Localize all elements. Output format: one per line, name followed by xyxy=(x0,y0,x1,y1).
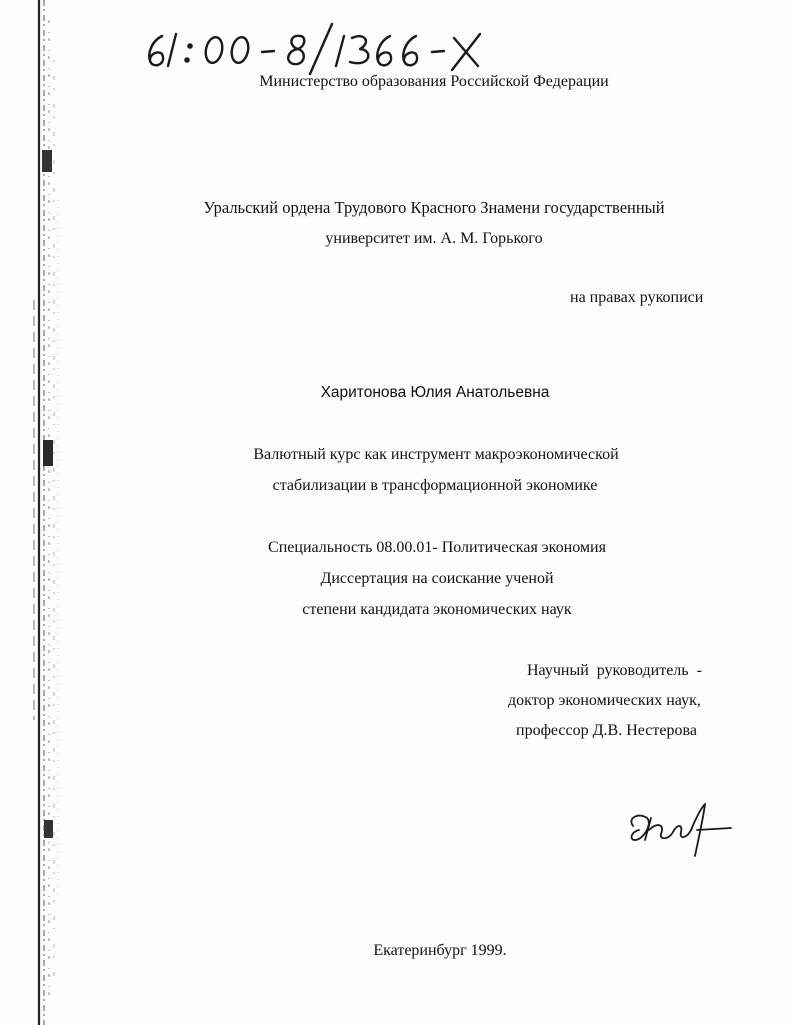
supervisor-line-1: Научный руководитель - xyxy=(527,662,702,679)
university-name-line-1: Уральский ордена Трудового Красного Знамени государственный xyxy=(203,198,665,217)
supervisor-line-2: доктор экономических наук, xyxy=(508,692,701,709)
university-name-line-2: университет им. А. М. Горького xyxy=(325,230,543,247)
handwritten-signature xyxy=(625,800,735,860)
city-year: Екатеринбург 1999. xyxy=(373,942,507,959)
author-name: Харитонова Юлия Анатольевна xyxy=(320,384,550,401)
dissertation-title-line-1: Валютный курс как инструмент макроэкономической xyxy=(253,446,619,463)
handwritten-archive-code xyxy=(140,22,490,76)
degree-line-1: Диссертация на соискание ученой xyxy=(320,570,554,587)
dissertation-title-line-2: стабилизации в трансформационной экономике xyxy=(272,477,598,494)
degree-line-2: степени кандидата экономических наук xyxy=(302,601,572,618)
supervisor-line-3: профессор Д.В. Нестерова xyxy=(516,722,697,739)
binding-edge-artifact xyxy=(30,0,64,1025)
ministry-line: Министерство образования Российской Федерации xyxy=(259,73,609,90)
specialty-line: Специальность 08.00.01- Политическая экономия xyxy=(268,539,606,556)
manuscript-rights-note: на правах рукописи xyxy=(570,289,704,306)
